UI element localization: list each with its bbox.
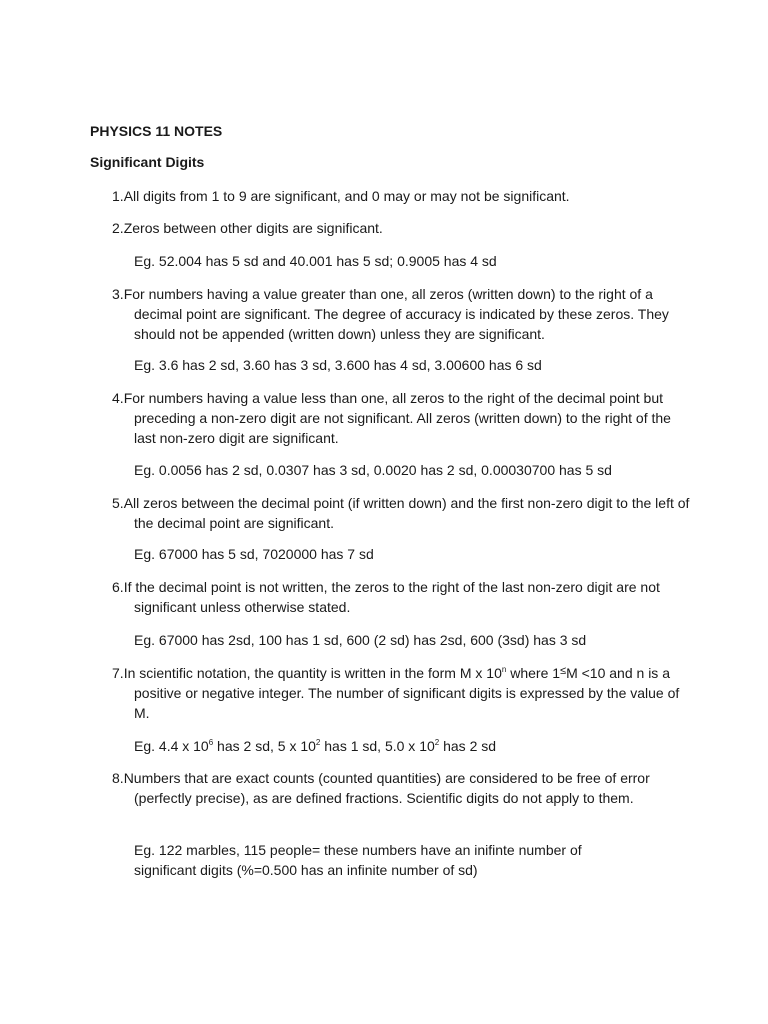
exponent: 2 — [315, 738, 321, 747]
rule-number: 2. — [112, 220, 124, 236]
less-equal-symbol: ≤ — [560, 665, 567, 677]
rule-example-3: Eg. 3.6 has 2 sd, 3.60 has 3 sd, 3.600 has 4 sd, 3.00600 has 6 sd — [134, 357, 542, 373]
rule-example-5: Eg. 67000 has 5 sd, 7020000 has 7 sd — [134, 546, 374, 562]
rule-text: Zeros between other digits are significant. — [123, 220, 383, 236]
rule-item-6 — [112, 577, 692, 617]
rule-example-2: Eg. 52.004 has 5 sd and 40.001 has 5 sd; 0.9005 has 4 sd — [134, 253, 497, 269]
example-part: has 1 sd, 5.0 x 10 — [320, 738, 435, 754]
rule-number: 3. — [112, 286, 124, 302]
exponent: n — [501, 665, 507, 674]
rule-example-4: Eg. 0.0056 has 2 sd, 0.0307 has 3 sd, 0.0020 has 2 sd, 0.00030700 has 5 sd — [134, 462, 612, 478]
rule-item-4 — [112, 388, 692, 448]
exponent: 6 — [208, 738, 214, 747]
rule-text: For numbers having a value greater than one, all zeros (written down) to the right of a decimal point are significant. The degree of accuracy is indicated by these zeros. They should not be appended (written down) unless they are significant. — [123, 286, 669, 342]
rule-item-7 — [112, 663, 692, 723]
rule-item-2 — [112, 218, 692, 238]
example-part: Eg. 4.4 x 10 — [134, 738, 209, 754]
rule-text-part: M <10 and n is a positive or negative integer. The number of significant digits is expressed by the value of M. — [134, 665, 680, 721]
rule-text: Numbers that are exact counts (counted quantities) are considered to be free of error (perfectly precise), as are defined fractions. Scientific digits do not apply to them. — [123, 770, 650, 806]
rule-number: 6. — [112, 579, 124, 595]
rule-number: 8. — [112, 770, 124, 786]
rule-example-8: Eg. 122 marbles, 115 people= these numbers have an inifinte number of significant digits (%=0.500 has an infinite number of sd) — [134, 842, 582, 878]
rule-number: 4. — [112, 390, 124, 406]
example-part: has 2 sd, 5 x 10 — [213, 738, 316, 754]
rule-text: If the decimal point is not written, the zeros to the right of the last non-zero digit are not significant unless otherwise stated. — [123, 579, 660, 615]
rule-text: For numbers having a value less than one, all zeros to the right of the decimal point but preceding a non-zero digit are not significant. All zeros (written down) to the right of the last non-zero digit are significant. — [123, 390, 671, 446]
rule-text-part: In scientific notation, the quantity is written in the form M x 10 — [123, 665, 502, 681]
rule-item-3 — [112, 284, 692, 344]
rule-text-part: where 1 — [506, 665, 561, 681]
rule-text: All zeros between the decimal point (if written down) and the first non-zero digit to the left of the decimal point are significant. — [123, 495, 690, 531]
rule-number: 1. — [112, 188, 124, 204]
rule-item-5 — [112, 493, 692, 533]
example-part: has 2 sd — [439, 738, 497, 754]
rule-item-1 — [112, 186, 692, 206]
rule-number: 7. — [112, 665, 124, 681]
rule-text: All digits from 1 to 9 are significant, and 0 may or may not be significant. — [123, 188, 570, 204]
exponent: 2 — [434, 738, 440, 747]
document-title: PHYSICS 11 NOTES — [90, 123, 223, 139]
section-heading: Significant Digits — [90, 154, 205, 170]
rule-item-8 — [112, 768, 692, 808]
rule-example-6: Eg. 67000 has 2sd, 100 has 1 sd, 600 (2 sd) has 2sd, 600 (3sd) has 3 sd — [134, 632, 587, 648]
rule-example-7 — [134, 736, 694, 756]
rule-number: 5. — [112, 495, 124, 511]
